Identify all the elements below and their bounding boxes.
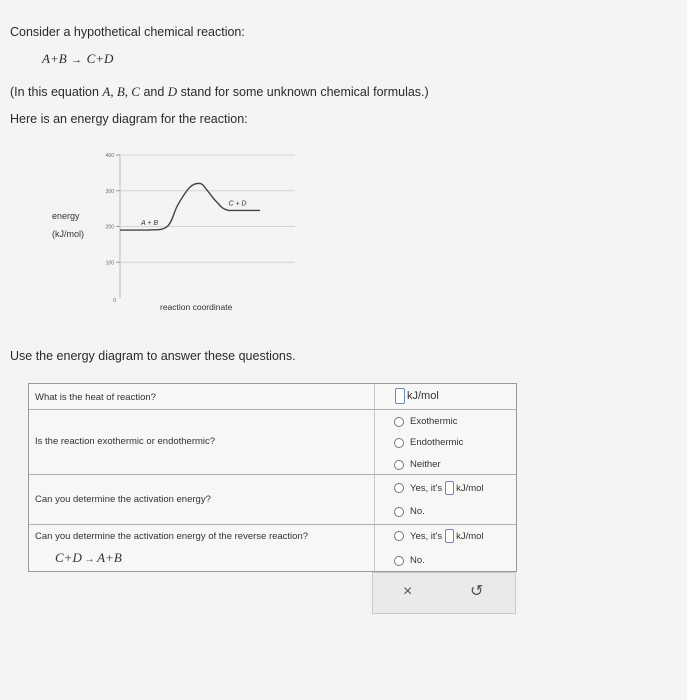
row-divider <box>29 409 516 410</box>
option-neither[interactable] <box>394 459 441 470</box>
equation-left: A+B <box>42 51 67 66</box>
x-axis-label: reaction coordinate <box>160 302 233 312</box>
label-endothermic: Endothermic <box>410 437 464 448</box>
radio-reverse-no[interactable] <box>394 556 404 566</box>
note-pre: (In this equation <box>10 85 103 99</box>
product-label: C + D <box>228 200 247 208</box>
intro-note <box>10 84 429 100</box>
radio-endothermic[interactable] <box>394 438 404 448</box>
row-divider <box>29 524 516 525</box>
note-d: D <box>167 84 178 99</box>
row-divider <box>29 474 516 475</box>
radio-neither[interactable] <box>394 460 404 470</box>
intro-line-1: Consider a hypothetical chemical reaction: <box>10 25 245 39</box>
option-activation-no[interactable] <box>394 506 425 517</box>
note-and: and <box>139 85 168 99</box>
label-neither: Neither <box>410 459 441 470</box>
reaction-arrow-icon: → <box>71 54 83 66</box>
option-exothermic[interactable] <box>394 416 458 427</box>
label-reverse-no: No. <box>410 555 425 566</box>
energy-diagram <box>0 140 320 320</box>
radio-activation-yes[interactable] <box>394 483 404 493</box>
label-activation-yes: Yes, it's <box>410 482 443 494</box>
option-endothermic[interactable] <box>394 437 463 448</box>
question-activation-energy: Can you determine the activation energy? <box>35 494 211 505</box>
y-tick-label: 300 <box>105 188 114 195</box>
label-reverse-yes: Yes, it's <box>410 530 443 542</box>
y-tick-label: 200 <box>105 224 114 231</box>
questions-table <box>28 383 517 572</box>
activation-energy-input[interactable] <box>445 481 454 495</box>
radio-exothermic[interactable] <box>394 417 404 427</box>
reverse-eq-left: C+D <box>55 550 82 565</box>
undo-icon[interactable]: ↺ <box>470 583 484 600</box>
note-post: stand for some unknown chemical formulas.) <box>177 85 429 99</box>
y-axis-label: energy <box>52 211 80 221</box>
table-column-divider <box>374 384 375 571</box>
option-activation-yes[interactable] <box>394 481 484 495</box>
option-reverse-no[interactable] <box>394 555 425 566</box>
reactant-label: A + B <box>141 220 159 228</box>
reverse-unit: kJ/mol <box>456 530 484 542</box>
y-tick-label: 100 <box>105 260 114 267</box>
clear-button[interactable]: × <box>403 583 413 600</box>
label-activation-no: No. <box>410 506 425 517</box>
option-reverse-yes[interactable] <box>394 529 484 543</box>
reverse-arrow-icon: → <box>84 554 95 565</box>
question-exo-endo: Is the reaction exothermic or endothermic? <box>35 436 216 447</box>
question-reverse-activation: Can you determine the activation energy of the reverse reaction? <box>35 531 309 542</box>
activation-unit: kJ/mol <box>456 482 484 494</box>
reverse-eq-right: A+B <box>97 550 122 565</box>
y-axis-unit-label: (kJ/mol) <box>52 229 84 239</box>
radio-reverse-yes[interactable] <box>394 531 404 541</box>
reaction-equation <box>42 50 113 68</box>
question-heat-of-reaction: What is the heat of reaction? <box>35 392 156 403</box>
equation-right: C+D <box>86 51 114 66</box>
radio-activation-no[interactable] <box>394 507 404 517</box>
instructions: Use the energy diagram to answer these questions. <box>10 349 296 363</box>
note-vars: A, B, C <box>102 84 140 99</box>
heat-of-reaction-unit: kJ/mol <box>407 390 439 402</box>
reverse-activation-input[interactable] <box>445 529 454 543</box>
heat-of-reaction-input[interactable] <box>395 388 405 404</box>
answer-action-bar <box>372 572 516 614</box>
intro-line-3: Here is an energy diagram for the reaction: <box>10 112 248 126</box>
label-exothermic: Exothermic <box>410 416 458 427</box>
reverse-equation <box>55 550 122 566</box>
y-tick-label: 0 <box>113 298 116 304</box>
y-tick-label: 400 <box>105 153 114 159</box>
